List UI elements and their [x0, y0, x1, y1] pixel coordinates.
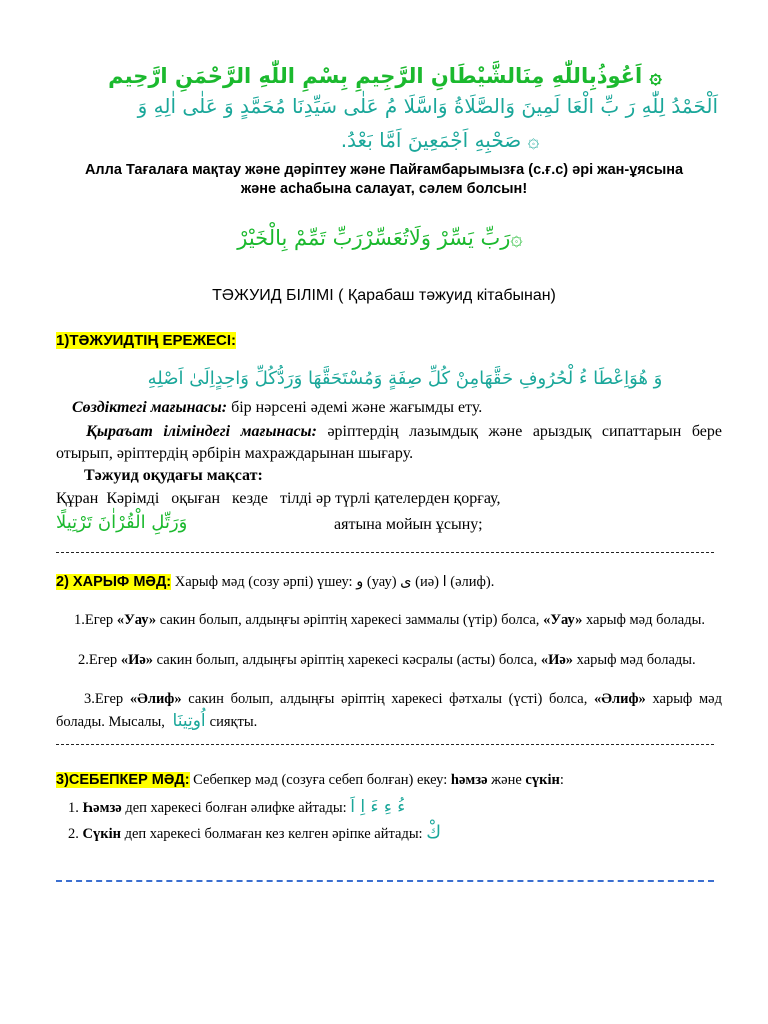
dua-line: ۞رَبِّ يَسِّرْ وَلَاتُعَسِّرْرَبِّ تَمِّمْ بِالْخَيْرْ — [237, 226, 523, 250]
page-title: ТӘЖУИД БІЛІМІ ( Қарабаш тәжуид кітабынан) — [212, 287, 556, 304]
item-2-example-arabic: كْ — [426, 822, 442, 843]
qiraat-meaning — [56, 421, 722, 465]
rule-3-middle: сакин болып, алдыңғы әріптің харекесі фәтхалы (үсті) болса, — [181, 691, 595, 707]
rule-1-number: 1.Егер — [74, 612, 117, 628]
rule-1 — [56, 610, 722, 630]
rule-1-term: «Уау» — [116, 612, 157, 628]
rule-2 — [56, 650, 722, 670]
section-2-letters: و (уау) ى (иә) ا (әлиф). — [356, 574, 495, 590]
rule-3-term: «Әлиф» — [129, 691, 182, 707]
rule-3-tail: сияқты. — [209, 714, 258, 730]
ayah-text: аятына мойын ұсыну; — [334, 516, 483, 533]
rule-1-term-2: «Уау» — [543, 612, 583, 628]
section-2-intro-text: Харыф мәд (созу әрпі) үшеу: — [171, 574, 357, 590]
section-3-intro — [56, 772, 726, 789]
section-3-and: және — [487, 772, 526, 788]
rule-1-end: харыф мәд болады. — [582, 612, 705, 628]
rule-3-end: харыф мәд болады. Мысалы, — [56, 691, 722, 730]
section-2-heading: 2) ХАРЫФ МӘД: — [56, 574, 172, 590]
item-1-number: 1. — [68, 800, 83, 816]
divider-3 — [56, 880, 714, 882]
lexical-meaning — [72, 398, 722, 418]
section-3-heading: 3)СЕБЕПКЕР МӘД: — [56, 772, 190, 788]
item-1-term: Һәмзә — [82, 800, 122, 816]
section-3-item-1 — [68, 797, 728, 817]
section-3-term-sukun: сүкін — [525, 772, 560, 788]
rule-2-number: 2.Егер — [78, 652, 121, 668]
section-3-item-2 — [68, 822, 728, 843]
hamd-line-2: ۞ صَحْبِهِ اَجْمَعِينَ اَمَّا بَعْدُ. — [340, 128, 540, 152]
item-2-text: деп харекесі болмаған кез келген әріпке айтады: — [120, 826, 427, 842]
rule-3-number: 3.Егер — [84, 691, 130, 707]
rule-3 — [56, 688, 722, 733]
section-3-term-hamza: һәмзә — [450, 772, 488, 788]
rule-2-term-2: «Иә» — [540, 652, 574, 668]
rule-2-term: «Иә» — [120, 652, 154, 668]
kazakh-blessing-line-2: және асһабына салауат, сәлем болсын! — [240, 181, 528, 197]
rule-3-example-arabic: اُوتِينَا — [172, 711, 206, 731]
hamd-line-1: اَلْحَمْدُ لِلّٰهِ رَ بِّ الْعَا لَمِينَ وَالصَّلَاةُ وَاسَّلَا مُ عَلٰى سَيِّدِنَا مُحَمَّدٍ وَ عَلٰى اٰلِهِ وَ — [137, 94, 718, 118]
rule-2-middle: сакин болып, алдыңғы әріптің харекесі кәсралы (асты) болса, — [153, 652, 541, 668]
rule-3-term-2: «Әлиф» — [594, 691, 646, 707]
rule-2-end: харыф мәд болады. — [573, 652, 696, 668]
lexical-meaning-label: Сөздіктегі мағынасы: — [72, 399, 228, 416]
qiraat-meaning-label: Қыраъат іліміндегі мағынасы: — [86, 423, 317, 440]
divider-1 — [56, 552, 714, 553]
section-3-colon: : — [559, 772, 564, 788]
rule-1-middle: сакин болып, алдыңғы әріптің харекесі заммалы (үтір) болса, — [156, 612, 544, 628]
tajweed-definition-arabic: وَ هُوَاِعْطَا ءُ لْحُرُوفِ حَقَّهَامِنْ كُلِّ صِفَةٍ وَمُسْتَحَقَّهَا وَرَدُّكُلِّ وَاحِدٍاِلَىٰ اَصْلِهِ — [147, 368, 663, 389]
basmala-line: ۞ اَعُوذُبِاللّٰهِ مِنَالشَّيْطَانِ الرَّجِيمِ بِسْمِ اللّٰهِ الرَّحْمَنِ ارَّحِيم — [108, 64, 662, 88]
kazakh-blessing-line-1: Алла Тағалаға мақтау және дәріптеу және Пайғамбарымызға (с.ғ.с) әрі жан-ұясына — [84, 162, 684, 178]
ayah-arabic: وَرَتِّلِ الْقُرْاٰنَ تَرْتِيلًا — [56, 512, 188, 533]
item-2-number: 2. — [68, 826, 83, 842]
purpose-label: Тәжуид оқудағы мақсат: — [84, 467, 263, 484]
item-1-text: деп харекесі болған әлифке айтады: — [121, 800, 351, 816]
section-2-intro — [56, 574, 726, 591]
section-1-heading — [56, 332, 236, 349]
divider-2 — [56, 744, 714, 745]
qiraat-meaning-text: әріптердің лазымдық және арыздық сипаттарын бере отырып, әріптердің әрбірін махраждарынан шығару. — [56, 423, 722, 462]
item-2-term: Сүкін — [82, 826, 121, 842]
purpose-text: Құран Кәрімді оқыған кезде тілді әр түрлі қателерден қорғау, — [56, 490, 501, 507]
lexical-meaning-text: бір нәрсені әдемі және жағымды ету. — [227, 399, 483, 416]
item-1-examples-arabic: ءُ ءِ ءَ اِ اَ — [350, 797, 406, 817]
section-3-intro-text: Себепкер мәд (созуға себеп болған) екеу: — [189, 772, 451, 788]
section-1-heading-text: 1)ТӘЖУИДТІҢ ЕРЕЖЕСІ: — [56, 332, 237, 349]
